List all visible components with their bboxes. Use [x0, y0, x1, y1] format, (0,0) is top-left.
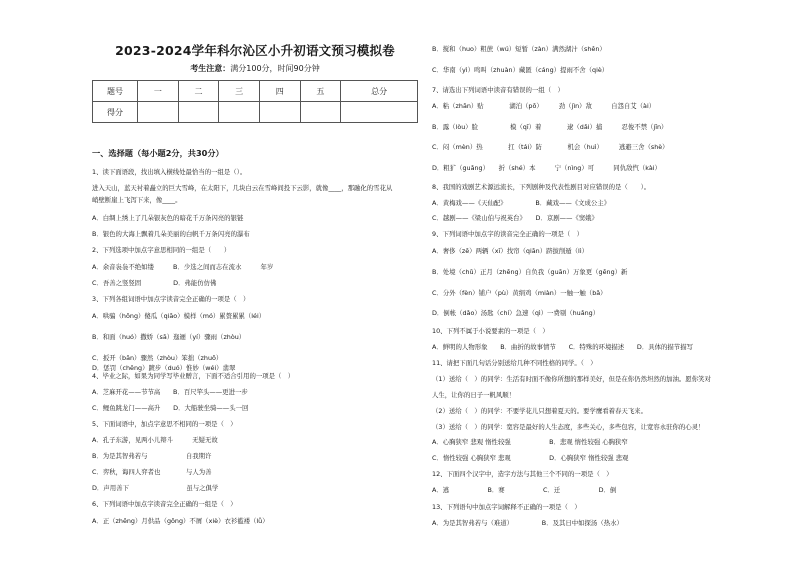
score-cell: 一	[138, 81, 179, 102]
question-line: 7、请选出下列词语中读音有错误的一组（ ）	[432, 86, 564, 94]
score-cell: 五	[300, 81, 341, 102]
question-line: 11、请把下面几句话分别送给几种不同性格的同学。（ ）	[432, 359, 597, 367]
option-line: C．分外（fèn）铺户（pù）黄绢鸡（miàn）一触一触（bǎ）	[432, 289, 607, 297]
question-line: 4、毕业之际，如果为同学写毕业赠言，下面不适合引用的一项是（ ）	[92, 372, 295, 380]
option-line: C．扳开（bān）骤然（zhòu）笨拙（zhuō）	[92, 354, 223, 362]
option-line: B．为是其智弗若与 自我期许	[92, 452, 212, 460]
option-line: A．哄骗（hōng）傻瓜（qiāo）模样（mó）累赘累累（léi）	[92, 312, 266, 320]
option-line: A．心胸狭窄 悲观 惰性较强 B．悲观 惰性较强 心胸狭窄	[432, 438, 628, 446]
option-line: C．惰性较强 心胸狭窄 悲观 D．心胸狭窄 惰性较强 悲观	[432, 454, 629, 462]
sub-question-line: 人生，让你的日子一帆风顺！	[432, 391, 516, 399]
score-input-cell[interactable]	[219, 102, 260, 123]
question-line: 12、下面四个汉字中，造字方法与其他三个不同的一项是（ ）	[432, 470, 613, 478]
notice-text: 满分100分，时间90分钟	[230, 64, 320, 73]
section-heading: 一、选择题（每小题2分，共30分）	[92, 148, 224, 158]
exam-title: 2023-2024学年科尔沁区小升初语文预习模拟卷	[115, 43, 395, 58]
score-cell: 题号	[93, 81, 138, 102]
question-line: 3、下列各组词语中加点字读音完全正确的一项是（ ）	[92, 295, 250, 303]
question-line: 6、下列词语中加点字读音完全正确的一组是（ ）	[92, 500, 237, 508]
sub-question-line: （3）送给（ ）的同学：宽容是最好的人生态度，多些关心，多些包容，让宽容永驻你的心灵！	[432, 423, 705, 431]
sub-question-line: （1）送给（ ）的同学：生活有时面不像你所想的那样美好，但是在你仍然坦然的加油。愿你笑对	[432, 375, 711, 383]
option-line: D．倒帐（dǎo）汤匙（chí）急速（qì）一费剔（huǎng）	[432, 309, 600, 317]
option-line: C．吾善之竖竖固 D．弗能仿仿佛	[92, 279, 217, 287]
option-line: C．弈秋，诲四人弈者也 与人为善	[92, 468, 212, 476]
option-line: A．逃 B．赛 C．迁 D．倒	[432, 486, 617, 494]
notice-label: 考生注意：	[190, 64, 231, 73]
score-input-cell[interactable]	[138, 102, 179, 123]
option-line: A．正（zhēng）月供品（gōng）不屑（xiè）衣衫褴褛（lǚ）	[92, 517, 269, 525]
exam-notice	[90, 63, 420, 74]
option-line: D．声用善下 虽与之俱学	[92, 484, 219, 492]
option-line: B．露（lòu）脸 模（qī）着 逮（dǎi）捕 忍俊不禁（jīn）	[432, 123, 668, 131]
score-cell: 得分	[93, 102, 138, 123]
option-line: B．搅和（huo）粗蔗（wú）短暂（zàn）满然湖汁（shěn）	[432, 45, 606, 53]
question-line: 13、下列语句中加点字词解释不正确的一项是（ ）	[432, 503, 581, 511]
option-line: A．余音袅袅不绝如缕 B．少选之间而志在流水 年岁	[92, 263, 274, 271]
question-line: 2、下列选项中加点字意思相同的一组是（ ）	[92, 246, 231, 254]
score-cell: 总分	[341, 81, 418, 102]
score-input-cell[interactable]	[178, 102, 219, 123]
question-line: 峭壁断崖上飞泻下来，像____。	[92, 196, 182, 204]
score-input-cell[interactable]	[259, 102, 300, 123]
option-line: C．闷（mèn）热 扛（tái）防 机会（huì） 逃避三舍（shè）	[432, 143, 669, 151]
option-line: A．孔子东游，见两小儿辩斗 无疑无故	[92, 436, 218, 444]
option-line: C．鲤鱼跳龙门——高升 D．大船驶坐骑——头一回	[92, 404, 249, 412]
question-line: 10、下列不属于小说要素的一项是（ ）	[432, 327, 549, 335]
option-line: B．银色的大海上飘着几朵美丽的白帆千万条闪亮的瀑布	[92, 230, 250, 238]
score-cell: 四	[259, 81, 300, 102]
option-line: A．粘（zhān）贴 湖泊（pō） 劲（jìn）敌 自怨自艾（ài）	[432, 102, 656, 110]
question-line: 5、下面词语中，加点字意思不相同的一项是（ ）	[92, 420, 237, 428]
score-table	[92, 80, 418, 123]
option-line: B．和面（huó）撒娇（sā）迤逦（yí）骤雨（zhòu）	[92, 333, 246, 341]
score-table-header-row	[93, 81, 418, 102]
score-cell: 二	[178, 81, 219, 102]
option-line: D．惩罚（chěng）踱步（duó）惟妙（wéi）翡翠	[92, 364, 236, 372]
option-line: A．为是其智弗若与（难道） B．及其日中如探汤（热水）	[432, 519, 623, 527]
option-line: A．鲜明的人物形象 B．曲折的故事情节 C．特殊的环境描述 D．具体的描节描写	[432, 343, 693, 351]
question-line: 1、读下面语段，找出填入横线处最恰当的一组是（）。	[92, 168, 247, 176]
score-input-cell[interactable]	[341, 102, 418, 123]
option-line: A．芝麻开花——节节高 B．百尺竿头——更进一步	[92, 388, 248, 396]
score-input-cell[interactable]	[300, 102, 341, 123]
score-cell: 三	[219, 81, 260, 102]
option-line: A．奢侈（zē）两辆（xī）找帘（qiān）跻拔削遁（lì）	[432, 247, 588, 255]
option-line: C．越剧——《梁山伯与祝英台》 D．京剧——《窦娥》	[432, 214, 598, 222]
option-line: B．处境（chǔ）正月（zhēng）自负我（guān）万象更（gēng）新	[432, 268, 628, 276]
option-line: A．黄梅戏——《天仙配》 B．藏戏——《文成公主》	[432, 199, 611, 207]
option-line: C．华南（yì）鸣叫（zhuàn）藏匿（cáng）提雨不舍（qiè）	[432, 66, 609, 74]
question-line: 9、下列词语中加点字的读音完全正确的一项是（ ）	[432, 230, 584, 238]
option-line: A．白绸上绣上了几朵银灰色的暗花千万条闪亮的银链	[92, 214, 244, 222]
score-table-score-row	[93, 102, 418, 123]
option-line: D．粗犷（guǎng） 折（shé）本 宁（nìng）可 同仇敌忾（kài）	[432, 164, 661, 172]
question-line: 进入天山，蓝天衬着矗立的巨大雪峰，在太阳下，几块白云在雪峰间投下云影，就像____，那融化的雪花从	[92, 184, 393, 192]
question-line: 8、我国的戏剧艺术源远流长，下列剧种及代表性剧目对应错误的是（ ）。	[432, 183, 651, 191]
sub-question-line: （2）送给（ ）的同学：不要学花儿只想着夏天的。要学鹰看着春天飞来。	[432, 407, 647, 415]
